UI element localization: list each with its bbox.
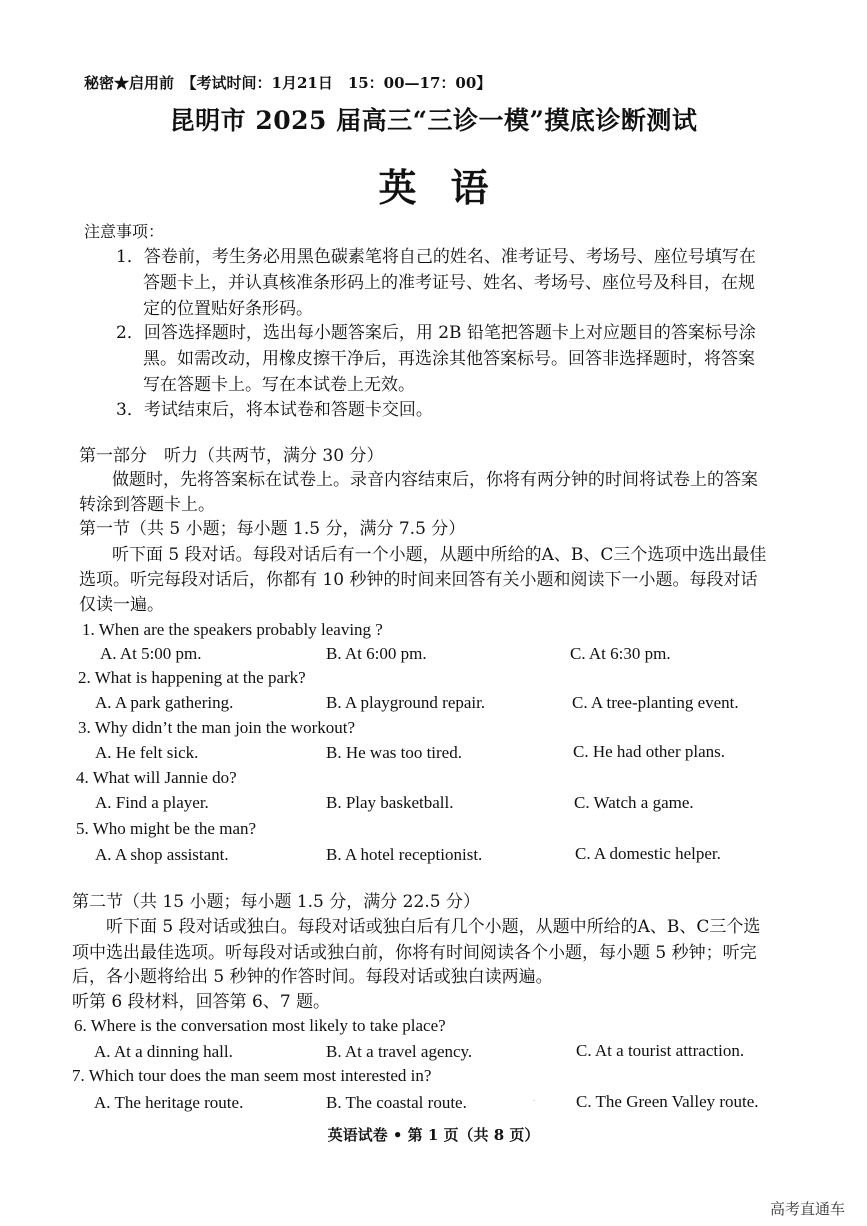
section1-intro-line-3: 仅读一遍。: [79, 595, 164, 615]
q7-option-a: A. The heritage route.: [94, 1093, 244, 1112]
question-1: 1. When are the speakers probably leaving ?: [82, 620, 383, 639]
section2-intro-line-1: 听下面 5 段对话或独白。每段对话或独白后有几个小题，从题中所给的A、B、C三个选: [106, 917, 761, 937]
q3-option-b: B. He was too tired.: [326, 743, 462, 762]
section2-heading: 第二节（共 15 小题；每小题 1.5 分，满分 22.5 分）: [72, 892, 480, 912]
q7-option-b: B. The coastal route.: [326, 1093, 467, 1112]
question-5: 5. Who might be the man?: [76, 819, 257, 838]
exam-title: 昆明市 2025 届高三“三诊一模”摸底诊断测试: [169, 106, 698, 135]
q2-option-c: C. A tree-planting event.: [572, 693, 739, 712]
part1-intro-line-1: 做题时，先将答案标在试卷上。录音内容结束后，你将有两分钟的时间将试卷上的答案: [112, 470, 758, 490]
q4-option-c: C. Watch a game.: [574, 793, 694, 812]
question-2: 2. What is happening at the park?: [78, 668, 306, 687]
q1-option-c: C. At 6:30 pm.: [570, 644, 671, 663]
part1-intro-line-2: 转涂到答题卡上。: [79, 495, 215, 515]
q2-option-b: B. A playground repair.: [326, 693, 486, 712]
part1-heading: 第一部分 听力（共两节，满分 30 分）: [79, 446, 384, 466]
notice-heading: 注意事项：: [84, 222, 165, 241]
question-6: 6. Where is the conversation most likely to take place?: [74, 1016, 446, 1035]
notice-item-3-line-1: 3．考试结束后，将本试卷和答题卡交回。: [116, 400, 433, 420]
section2-intro-line-2: 项中选出最佳选项。听每段对话或独白前，你将有时间阅读各个小题，每小题 5 秒钟；听完: [72, 943, 757, 963]
q3-option-a: A. He felt sick.: [95, 743, 199, 762]
section1-intro-line-1: 听下面 5 段对话。每段对话后有一个小题，从题中所给的A、B、C三个选项中选出最佳: [112, 545, 767, 565]
q5-option-c: C. A domestic helper.: [575, 844, 721, 863]
q5-option-b: B. A hotel receptionist.: [326, 845, 483, 864]
q5-option-a: A. A shop assistant.: [95, 845, 229, 864]
q4-option-a: A. Find a player.: [95, 793, 209, 812]
section1-intro-line-2: 选项。听完每段对话后，你都有 10 秒钟的时间来回答有关小题和阅读下一小题。每段对话: [79, 570, 758, 590]
q6-option-a: A. At a dinning hall.: [94, 1042, 233, 1061]
section2-intro-line-3: 后，各小题将给出 5 秒钟的作答时间。每段对话或独白读两遍。: [72, 967, 553, 987]
question-3: 3. Why didn’t the man join the workout?: [78, 718, 355, 737]
q2-option-a: A. A park gathering.: [95, 693, 234, 712]
section1-heading: 第一节（共 5 小题；每小题 1.5 分，满分 7.5 分）: [79, 519, 466, 539]
q6-option-b: B. At a travel agency.: [326, 1042, 473, 1061]
q7-option-c: C. The Green Valley route.: [576, 1092, 759, 1111]
scan-speck: ·: [533, 1098, 535, 1105]
notice-item-2-line-1: 2．回答选择题时，选出每小题答案后，用 2B 铅笔把答题卡上对应题目的答案标号涂: [116, 323, 756, 343]
q1-option-b: B. At 6:00 pm.: [326, 644, 427, 663]
question-7: 7. Which tour does the man seem most interested in?: [72, 1066, 432, 1085]
q6-option-c: C. At a tourist attraction.: [576, 1041, 745, 1060]
secret-exam-time-line: 秘密★启用前 【考试时间：1月21日 15：00—17：00】: [84, 74, 492, 92]
watermark: 高考直通车: [770, 1200, 846, 1218]
q3-option-c: C. He had other plans.: [573, 742, 726, 761]
subject-title: 英语: [378, 165, 523, 210]
notice-item-1-line-2: 答题卡上，并认真核准条形码上的准考证号、姓名、考场号、座位号及科目，在规: [143, 273, 755, 293]
page-footer: 英语试卷 • 第 1 页（共 8 页）: [327, 1126, 540, 1144]
notice-item-1-line-1: 1．答卷前，考生务必用黑色碳素笔将自己的姓名、准考证号、考场号、座位号填写在: [116, 247, 756, 267]
q1-option-a: A. At 5:00 pm.: [100, 644, 202, 663]
notice-item-2-line-2: 黑。如需改动，用橡皮擦干净后，再选涂其他答案标号。回答非选择题时，将答案: [143, 349, 755, 369]
question-4: 4. What will Jannie do?: [76, 768, 237, 787]
section2-material-instruction: 听第 6 段材料，回答第 6、7 题。: [72, 992, 331, 1012]
notice-item-1-line-3: 定的位置贴好条形码。: [143, 299, 313, 319]
notice-item-2-line-3: 写在答题卡上。写在本试卷上无效。: [143, 375, 415, 395]
q4-option-b: B. Play basketball.: [326, 793, 454, 812]
